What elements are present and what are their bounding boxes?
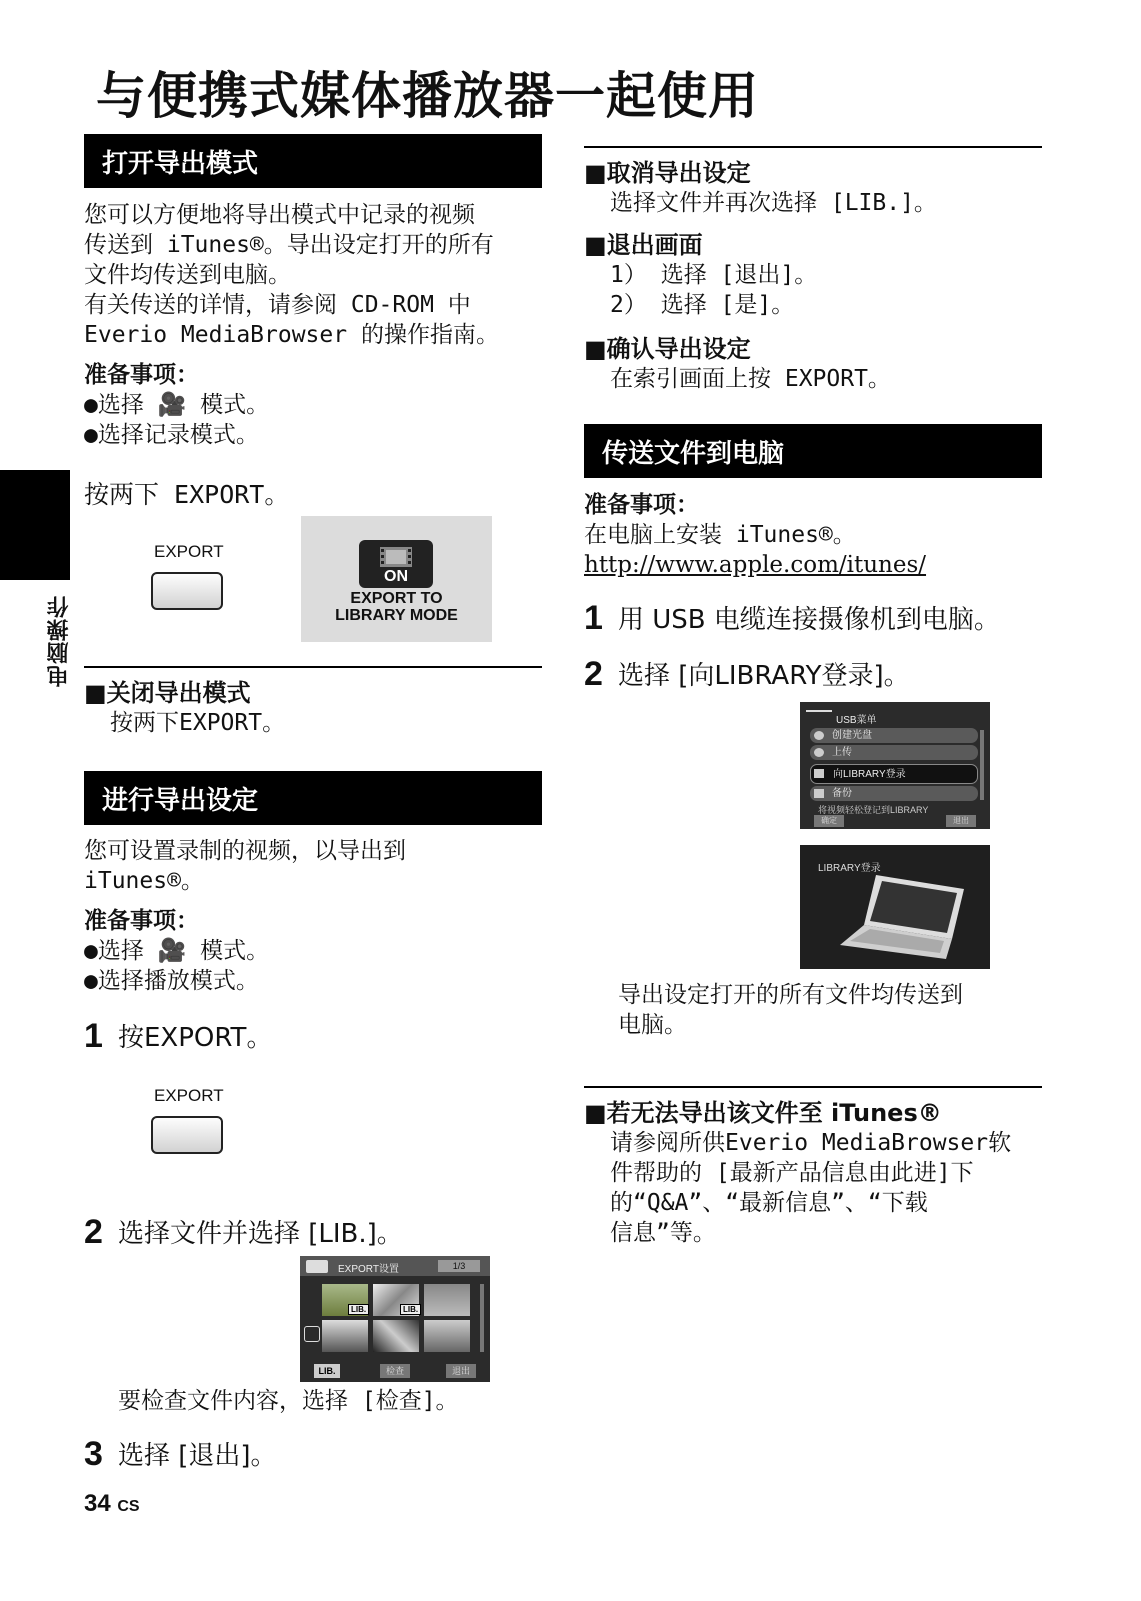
divider <box>584 1086 1042 1088</box>
view-mode-icon <box>304 1326 320 1342</box>
lcd-export-mode-display <box>301 516 492 642</box>
itunes-fail-title: ■若无法导出该文件至 iTunes® <box>584 1099 942 1127</box>
prep-title: 准备事项： <box>84 362 199 388</box>
exit-button[interactable]: 退出 <box>946 815 976 827</box>
backup-icon <box>814 789 824 798</box>
lcd-export-mode-text: EXPORT TO LIBRARY MODE <box>335 590 458 624</box>
screen-title: EXPORT设置 <box>338 1264 399 1275</box>
usb-menu-screen <box>800 702 990 829</box>
disc-icon <box>814 731 824 740</box>
thumbnail <box>322 1320 368 1352</box>
thumbnail <box>424 1320 470 1352</box>
export-settings-description: 您可设置录制的视频，以导出到 iTunes®。 <box>84 838 406 894</box>
exit-screen-step1: 1） 选择 [退出]。 <box>610 262 818 288</box>
divider <box>84 666 542 668</box>
scrollbar[interactable] <box>980 730 984 800</box>
step-text: 按EXPORT。 <box>118 1023 273 1053</box>
step-number: 2 <box>84 1213 103 1251</box>
export-button-label: EXPORT <box>154 542 224 561</box>
export-mode-description: 您可以方便地将导出模式中记录的视频 传送到 iTunes®。导出设定打开的所有 文件均传送到电脑。 有关传送的详情，请参阅 CD-ROM 中 Everio MediaBrowser 的操作指南。 <box>84 202 499 348</box>
itunes-url-link[interactable]: http://www.apple.com/itunes/ <box>584 552 927 578</box>
step-number: 1 <box>584 599 603 637</box>
close-mode-text: 按两下EXPORT。 <box>110 710 286 736</box>
export-settings-screen <box>300 1256 490 1382</box>
confirm-export-text: 在索引画面上按 EXPORT。 <box>610 366 891 392</box>
prep-item-mode: ●选择 🎥 模式。 <box>84 938 270 964</box>
step-text: 选择 [退出]。 <box>118 1441 277 1471</box>
divider <box>584 146 1042 148</box>
step-number: 2 <box>584 655 603 693</box>
prep-item-playback: ●选择播放模式。 <box>84 968 259 994</box>
prep-install-itunes: 在电脑上安装 iTunes®。 <box>584 522 856 548</box>
confirm-export-title: ■确认导出设定 <box>584 335 751 363</box>
page-language-code: CS <box>117 1498 140 1515</box>
lib-tag: LIB. <box>348 1304 369 1315</box>
press-export-twice: 按两下 EXPORT。 <box>84 480 290 509</box>
library-register-screen <box>800 845 990 969</box>
prep-item-record: ●选择记录模式。 <box>84 422 259 448</box>
film-icon <box>378 546 414 568</box>
lcd-on-label: ON <box>384 568 408 585</box>
usb-menu-item-library-register[interactable]: 向LIBRARY登录 <box>810 764 978 784</box>
scrollbar[interactable] <box>480 1284 484 1352</box>
step-number: 3 <box>84 1435 103 1473</box>
screen-page-indicator: 1/3 <box>438 1260 480 1272</box>
usb-menu-title: USB菜单 <box>836 715 877 726</box>
usb-menu-item-backup[interactable]: 备份 <box>810 786 978 801</box>
library-icon <box>814 769 824 778</box>
export-button-illustration <box>151 1116 223 1154</box>
lib-button[interactable]: LIB. <box>314 1364 340 1378</box>
section-heading-export-settings: 进行导出设定 <box>84 771 542 825</box>
ok-button[interactable]: 确定 <box>814 815 844 827</box>
film-on-icon <box>359 540 433 588</box>
step-text: 用 USB 电缆连接摄像机到电脑。 <box>618 605 1000 635</box>
globe-icon <box>814 748 824 757</box>
exit-screen-title: ■退出画面 <box>584 231 703 259</box>
prep-title: 准备事项： <box>584 492 699 518</box>
close-mode-title: ■关闭导出模式 <box>84 679 251 707</box>
thumbnail <box>373 1320 419 1352</box>
usb-menu-item-upload[interactable]: 上传 <box>810 745 978 760</box>
check-button[interactable]: 检查 <box>380 1364 410 1378</box>
side-tab-marker <box>0 470 70 580</box>
check-file-note: 要检查文件内容，选择 [检查]。 <box>118 1388 459 1414</box>
library-register-label: LIBRARY登录 <box>818 863 881 874</box>
section-heading-export-mode: 打开导出模式 <box>84 134 542 188</box>
laptop-icon <box>836 867 976 967</box>
usb-icon <box>806 710 832 718</box>
lib-tag: LIB. <box>400 1304 421 1315</box>
export-button-illustration <box>151 572 223 610</box>
exit-button[interactable]: 退出 <box>446 1364 476 1378</box>
cancel-export-title: ■取消导出设定 <box>584 159 751 187</box>
step-text: 选择文件并选择 [LIB.]。 <box>118 1219 403 1249</box>
page-number-value: 34 <box>84 1490 111 1517</box>
section-heading-transfer: 传送文件到电脑 <box>584 424 1042 478</box>
thumbnail <box>424 1284 470 1316</box>
prep-item-mode: ●选择 🎥 模式。 <box>84 392 270 418</box>
camera-icon <box>306 1260 328 1273</box>
prep-title: 准备事项： <box>84 908 199 934</box>
usb-menu-item-create-disc[interactable]: 创建光盘 <box>810 728 978 743</box>
transfer-note: 导出设定打开的所有文件均传送到 电脑。 <box>618 982 963 1038</box>
usb-menu-hint: 将视频轻松登记到LIBRARY <box>818 805 929 815</box>
exit-screen-step2: 2） 选择 [是]。 <box>610 292 795 318</box>
cancel-export-text: 选择文件并再次选择 [LIB.]。 <box>610 190 937 216</box>
step-text: 选择 [向LIBRARY登录]。 <box>618 661 910 691</box>
side-tab-label: 电脑操作 <box>47 595 72 687</box>
step-number: 1 <box>84 1017 103 1055</box>
page-number <box>84 1490 140 1518</box>
export-button-label: EXPORT <box>154 1086 224 1105</box>
itunes-fail-text: 请参阅所供Everio MediaBrowser软 件帮助的 [最新产品信息由此进]下 的“Q&A”、“最新信息”、“下载 信息”等。 <box>610 1130 1012 1246</box>
page-title: 与便携式媒体播放器一起使用 <box>96 67 759 125</box>
